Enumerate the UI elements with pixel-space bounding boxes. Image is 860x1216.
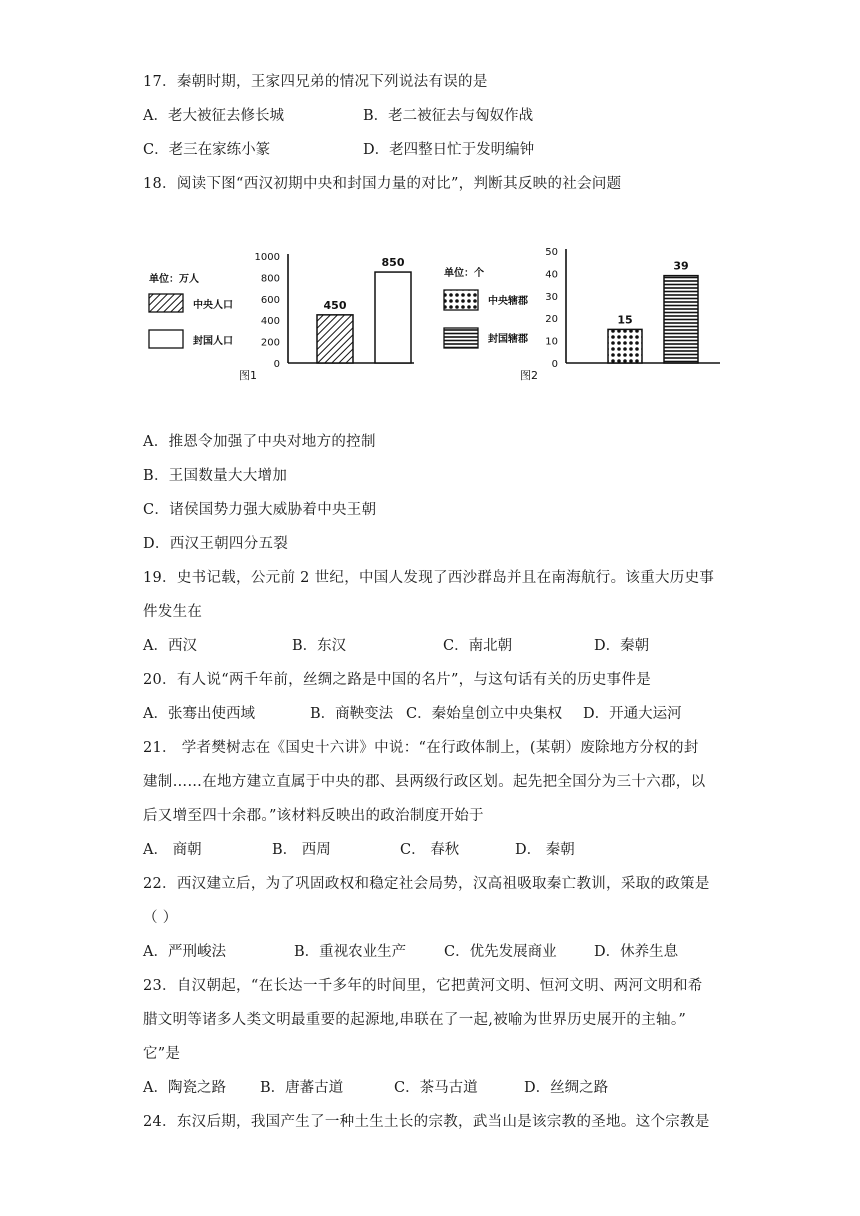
fig1-bar-1: [317, 315, 353, 363]
q17-option-b: B．老二被征去与匈奴作战: [363, 108, 534, 124]
q20-option-b: B．商鞅变法: [310, 706, 394, 722]
figure-1-chart: [145, 238, 415, 392]
fig2-legend-feudal: 封国辖郡: [488, 334, 528, 345]
q23-option-a: A．陶瓷之路: [143, 1080, 226, 1096]
q22-option-b: B．重视农业生产: [294, 944, 407, 960]
fig2-ytick-label: 40: [545, 269, 558, 281]
q22-option-c: C．优先发展商业: [444, 944, 557, 960]
q23-option-b: B．唐蕃古道: [260, 1080, 344, 1096]
fig2-data-label-1: 15: [617, 313, 633, 327]
q17-option-a: A．老大被征去修长城: [143, 108, 284, 124]
q19-option-a: A．西汉: [143, 638, 197, 654]
fig1-bar-2: [375, 272, 411, 363]
q21-stem-line2: 建制……在地方建立直属于中央的郡、县两级行政区划。起先把全国分为三十六郡，以: [143, 774, 706, 790]
fig2-plot-area: [545, 247, 720, 370]
q21-stem-line1: 21． 学者樊树志在《国史十六讲》中说：“在行政体制上，(某朝）废除地方分权的封: [143, 740, 699, 756]
fig2-data-label-2: 39: [673, 259, 689, 273]
fig1-plot-area: [255, 252, 414, 370]
q21-option-b: B． 西周: [272, 842, 331, 858]
fig1-ytick-label: 400: [260, 316, 280, 328]
q22-option-d: D．休养生息: [594, 944, 679, 960]
q18-stem: 18．阅读下图“西汉初期中央和封国力量的对比”，判断其反映的社会问题: [143, 176, 622, 192]
q18-option-d: D．西汉王朝四分五裂: [143, 536, 289, 552]
q23-option-c: C．茶马古道: [394, 1080, 478, 1096]
q20-stem: 20．有人说“两千年前，丝绸之路是中国的名片”，与这句话有关的历史事件是: [143, 672, 652, 688]
fig2-ytick-label: 20: [545, 314, 558, 326]
q17-option-c: C．老三在家练小篆: [143, 142, 271, 158]
fig2-unit-label: 单位：个: [444, 268, 484, 279]
q21-option-d: D． 秦朝: [515, 842, 575, 858]
fig1-caption: 图1: [239, 369, 257, 382]
q22-stem-line1: 22．西汉建立后，为了巩固政权和稳定社会局势，汉高祖吸取秦亡教训，采取的政策是: [143, 876, 710, 892]
fig2-legend-central: 中央辖郡: [488, 296, 528, 307]
fig1-legend-central: 中央人口: [193, 300, 233, 311]
fig1-ytick-label: 200: [260, 337, 280, 349]
q22-option-a: A．严刑峻法: [143, 944, 226, 960]
q21-stem-line3: 后又增至四十余郡。”该材料反映出的政治制度开始于: [143, 808, 484, 824]
fig1-legend-swatch-central: [149, 294, 183, 312]
fig2-ytick-label: 30: [545, 291, 558, 303]
q19-option-c: C．南北朝: [443, 638, 513, 654]
figure-2-chart: [436, 238, 726, 392]
q24-stem: 24．东汉后期，我国产生了一种土生土长的宗教，武当山是该宗教的圣地。这个宗教是: [143, 1114, 710, 1130]
fig2-caption: 图2: [520, 369, 538, 382]
fig2-ytick-label: 50: [545, 247, 558, 258]
q23-stem-line1: 23．自汉朝起，“在长达一千多年的时间里，它把黄河文明、恒河文明、两河文明和希: [143, 978, 703, 994]
fig1-data-label-2: 850: [381, 256, 405, 270]
fig2-ytick-label: 0: [551, 359, 558, 370]
fig1-ytick-label: 800: [260, 273, 280, 285]
q19-option-b: B．东汉: [292, 638, 347, 654]
fig1-ytick-label: 0: [273, 359, 280, 370]
fig2-bar-2: [664, 276, 698, 363]
q17-stem: 17．秦朝时期，王家四兄弟的情况下列说法有误的是: [143, 74, 488, 90]
fig1-legend-feudal: 封国人口: [193, 336, 233, 347]
q19-option-d: D．秦朝: [594, 638, 650, 654]
q20-option-a: A．张骞出使西域: [143, 706, 255, 722]
fig2-legend-swatch-feudal: [444, 328, 478, 348]
q23-stem-line2: 腊文明等诸多人类文明最重要的起源地,串联在了一起,被喻为世界历史展开的主轴。”: [143, 1012, 687, 1028]
q19-stem-line1: 19．史书记载，公元前 2 世纪，中国人发现了西沙群岛并且在南海航行。该重大历史事: [143, 570, 715, 586]
fig1-ytick-label: 1000: [254, 252, 280, 263]
q23-stem-line3: 它”是: [143, 1046, 181, 1062]
q18-option-b: B．王国数量大大增加: [143, 468, 288, 484]
q18-option-a: A．推恩令加强了中央对地方的控制: [143, 434, 376, 450]
fig1-ytick-label: 600: [260, 294, 280, 306]
q21-option-c: C． 春秋: [400, 842, 460, 858]
q20-option-c: C．秦始皇创立中央集权: [406, 706, 563, 722]
fig1-data-label-1: 450: [323, 298, 347, 312]
q19-stem-line2: 件发生在: [143, 604, 203, 620]
fig1-unit-label: 单位：万人: [149, 274, 199, 285]
fig2-bar-1: [608, 329, 642, 363]
q20-option-d: D．开通大运河: [583, 706, 682, 722]
fig1-legend-swatch-feudal: [149, 330, 183, 348]
q18-option-c: C．诸侯国势力强大威胁着中央王朝: [143, 502, 377, 518]
fig2-ytick-label: 10: [545, 336, 558, 348]
q21-option-a: A． 商朝: [143, 842, 202, 858]
q23-option-d: D．丝绸之路: [524, 1080, 609, 1096]
q22-stem-line2: （ ）: [143, 910, 178, 926]
q17-option-d: D．老四整日忙于发明编钟: [363, 142, 535, 158]
fig2-legend-swatch-central: [444, 290, 478, 310]
